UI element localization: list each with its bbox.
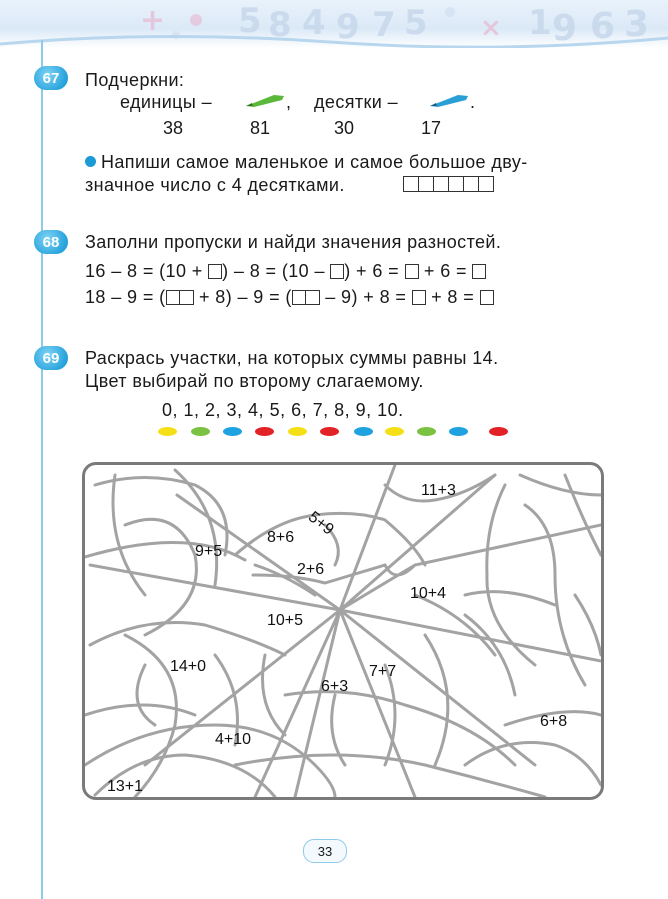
region-label: 13+1	[107, 778, 144, 795]
header-numbers-decoration	[0, 0, 668, 48]
task-67-instruction: Подчеркни:	[85, 70, 185, 90]
color-dot	[320, 427, 339, 436]
task-69-line2: Цвет выбирай по второму слагаемому.	[85, 371, 424, 391]
task-67-badge: 67	[34, 66, 68, 90]
digit-sequence: 0, 1, 2, 3, 4, 5, 6, 7, 8, 9, 10.	[162, 400, 404, 420]
svg-text:5: 5	[238, 1, 262, 41]
region-label: 6+8	[540, 713, 568, 730]
region-label: 2+6	[297, 561, 325, 578]
page-number: 33	[303, 839, 347, 863]
web-lines	[85, 465, 601, 797]
coloring-picture[interactable]	[82, 462, 604, 800]
task-67-extra-line1: Напиши самое маленькое и самое большое дву-	[85, 152, 528, 173]
color-dot	[417, 427, 436, 436]
answer-boxes[interactable]	[404, 176, 494, 192]
region-label: 8+6	[267, 529, 295, 546]
margin-rule	[41, 40, 43, 899]
task-69-badge: 69	[34, 346, 68, 370]
color-dot	[288, 427, 307, 436]
number-item: 38	[163, 118, 184, 138]
svg-text:3: 3	[624, 4, 650, 45]
equation-row-1: 16 – 8 = (10 + ) – 8 = (10 – ) + 6 = + 6 =	[85, 261, 486, 282]
task-67-extra-line2: значное число с 4 десятками.	[85, 175, 345, 195]
region-label: 10+5	[267, 612, 304, 629]
svg-text:×: ×	[480, 13, 502, 43]
task-68-badge: 68	[34, 230, 68, 254]
blank-box[interactable]	[405, 264, 419, 279]
blue-pencil-icon	[428, 92, 472, 108]
svg-text:6: 6	[590, 6, 616, 47]
task-67-tens-period: .	[470, 92, 476, 112]
color-dot	[191, 427, 210, 436]
region-label: 7+7	[369, 663, 397, 680]
color-dot	[158, 427, 177, 436]
task-69-line1: Раскрась участки, на которых суммы равны 14.	[85, 348, 499, 368]
task-67-units-label: единицы –	[120, 92, 213, 112]
color-dot	[223, 427, 242, 436]
svg-text:9: 9	[552, 8, 578, 48]
region-label: 9+5	[195, 543, 223, 560]
region-label: 5+9	[304, 508, 337, 539]
blank-box[interactable]	[480, 290, 494, 305]
region-label: 10+4	[410, 585, 447, 602]
task-67-tens-label: десятки –	[314, 92, 399, 112]
color-dot	[354, 427, 373, 436]
green-pencil-icon	[244, 92, 288, 108]
svg-text:+: +	[140, 3, 166, 38]
color-dot	[385, 427, 404, 436]
blank-box[interactable]	[208, 264, 222, 279]
region-label: 4+10	[215, 731, 252, 748]
number-item: 30	[334, 118, 355, 138]
svg-text:4: 4	[302, 3, 326, 43]
blank-box[interactable]	[472, 264, 486, 279]
svg-text:1: 1	[528, 3, 552, 43]
color-dot	[449, 427, 468, 436]
color-dot	[255, 427, 274, 436]
region-label: 14+0	[170, 658, 207, 675]
blank-box-double[interactable]	[292, 290, 320, 305]
svg-text:5: 5	[404, 3, 428, 43]
bullet-icon	[85, 156, 96, 167]
blank-box[interactable]	[330, 264, 344, 279]
region-label: 11+3	[421, 482, 456, 499]
blank-box-double[interactable]	[166, 290, 194, 305]
svg-text:8: 8	[268, 5, 292, 45]
color-dot	[489, 427, 508, 436]
task-67-units-comma: ,	[286, 92, 292, 112]
blank-box[interactable]	[412, 290, 426, 305]
number-item: 17	[421, 118, 442, 138]
equation-row-2: 18 – 9 = ( + 8) – 9 = ( – 9) + 8 = + 8 =	[85, 287, 494, 308]
task-68-instruction: Заполни пропуски и найди значения разностей.	[85, 232, 502, 252]
svg-text:7: 7	[372, 5, 396, 45]
region-label: 6+3	[321, 678, 349, 695]
number-item: 81	[250, 118, 271, 138]
svg-text:9: 9	[336, 7, 360, 47]
